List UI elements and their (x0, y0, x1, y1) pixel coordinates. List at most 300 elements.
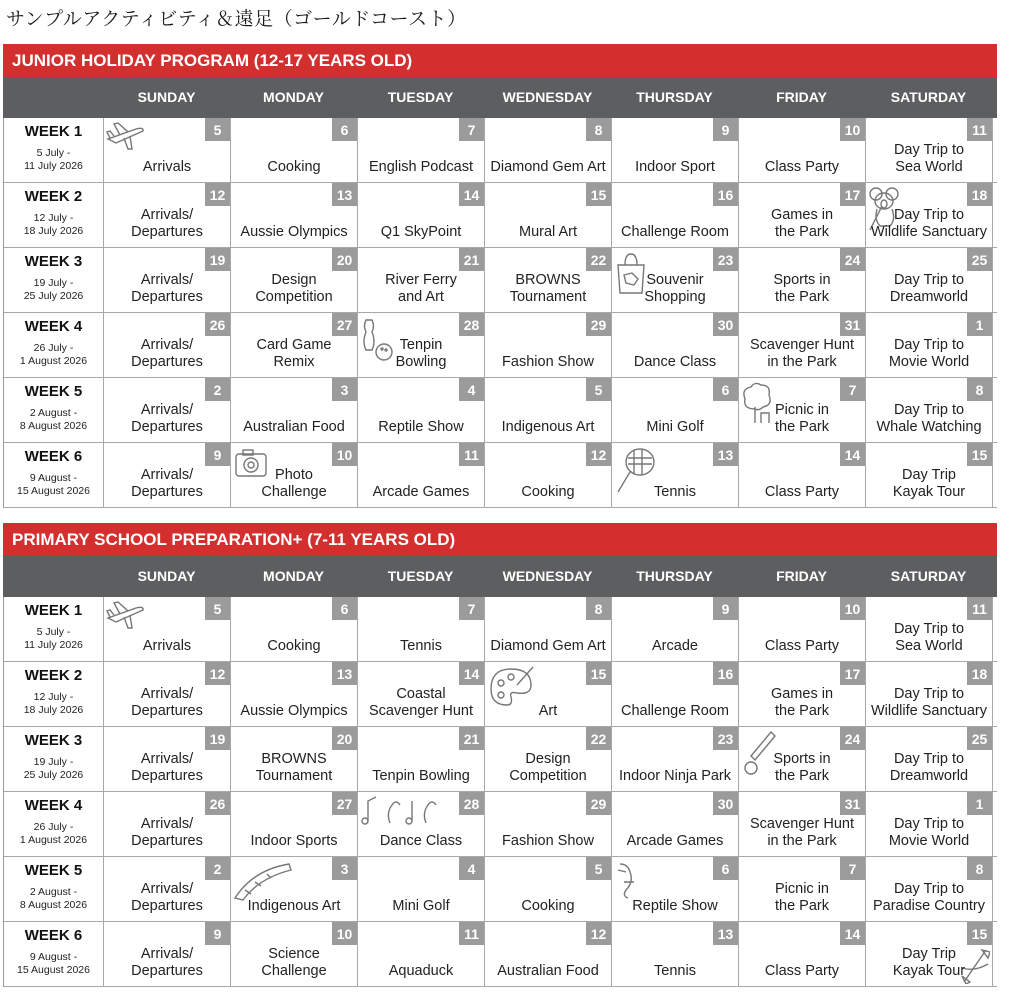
activity-label: Arcade Games (372, 484, 470, 500)
activity-label: Games in the Park (770, 207, 834, 240)
day-cell (358, 792, 485, 856)
day-cell (231, 792, 358, 856)
day-cell (358, 662, 485, 726)
date-number-badge: 9 (205, 922, 230, 945)
date-number-badge: 13 (332, 662, 357, 685)
activity-label: Indigenous Art (247, 898, 341, 914)
activity-label: Card Game Remix (256, 337, 332, 370)
day-cell (485, 597, 612, 661)
week-dates: 19 July - 25 July 2026 (23, 756, 84, 781)
date-number-badge: 2 (205, 857, 230, 880)
activity-label: Tenpin Bowling (372, 768, 470, 784)
day-cell (358, 443, 485, 507)
week-row (4, 248, 997, 313)
day-cell (231, 922, 358, 986)
activity-label: Sports in the Park (773, 751, 831, 784)
day-cell (612, 662, 739, 726)
date-number-badge: 18 (967, 662, 992, 685)
activity-label: Tennis (400, 638, 442, 654)
date-number-badge: 24 (840, 248, 865, 271)
day-cell (866, 248, 993, 312)
week-dates: 19 July - 25 July 2026 (23, 277, 84, 302)
activity-label: Arrivals/ Departures (131, 751, 203, 784)
activity-label: Cooking (521, 484, 575, 500)
week-row (4, 378, 997, 443)
date-number-badge: 17 (840, 662, 865, 685)
activity-label: Mini Golf (392, 898, 450, 914)
week-name: WEEK 4 (24, 797, 83, 814)
activity-label: Games in the Park (770, 686, 834, 719)
day-cell (104, 378, 231, 442)
date-number-badge: 22 (586, 727, 611, 750)
date-number-badge: 21 (459, 727, 484, 750)
day-cell (104, 313, 231, 377)
day-cell (485, 727, 612, 791)
week-dates: 12 July - 18 July 2026 (23, 691, 84, 716)
activity-label: Souvenir Shopping (644, 272, 706, 305)
date-number-badge: 30 (713, 313, 738, 336)
activity-label: Day Trip to Dreamworld (889, 751, 969, 784)
week-label-cell (4, 792, 104, 856)
week-label-cell (4, 378, 104, 442)
weekday-header: SUNDAY (137, 568, 196, 584)
day-cell (739, 183, 866, 247)
day-cell (104, 922, 231, 986)
activity-label: Arrivals/ Departures (131, 207, 203, 240)
date-number-badge: 25 (967, 727, 992, 750)
week-label-cell (4, 727, 104, 791)
day-cell (231, 662, 358, 726)
activity-label: Arrivals (142, 638, 192, 654)
day-cell (358, 727, 485, 791)
week-name: WEEK 1 (24, 123, 83, 140)
activity-label: Arcade Games (626, 833, 724, 849)
date-number-badge: 11 (459, 443, 484, 466)
week-dates: 26 July - 1 August 2026 (19, 821, 88, 846)
date-number-badge: 20 (332, 248, 357, 271)
day-cell (104, 662, 231, 726)
date-number-badge: 31 (840, 792, 865, 815)
week-dates: 2 August - 8 August 2026 (19, 407, 88, 432)
date-number-badge: 10 (332, 443, 357, 466)
activity-label: Arrivals/ Departures (131, 946, 203, 979)
activity-label: Class Party (764, 484, 840, 500)
day-cell (485, 248, 612, 312)
activity-label: Design Competition (509, 751, 587, 784)
day-cell (866, 378, 993, 442)
activity-label: Day Trip to Dreamworld (889, 272, 969, 305)
date-number-badge: 4 (459, 378, 484, 401)
activity-label: Day Trip to Movie World (888, 337, 970, 370)
week-row (4, 443, 997, 508)
lizard-icon (614, 860, 644, 900)
activity-label: Q1 SkyPoint (380, 224, 462, 240)
week-row (4, 857, 997, 922)
day-cell (612, 792, 739, 856)
week-dates: 9 August - 15 August 2026 (17, 951, 90, 976)
activity-label: Fashion Show (502, 354, 594, 370)
week-name: WEEK 6 (24, 927, 83, 944)
schedule-grid (3, 597, 997, 987)
activity-label: Cooking (267, 638, 321, 654)
activity-label: Science Challenge (261, 946, 327, 979)
day-cell (485, 662, 612, 726)
date-number-badge: 8 (586, 118, 611, 141)
day-cell (612, 443, 739, 507)
week-name: WEEK 4 (24, 318, 83, 335)
week-label-cell (4, 313, 104, 377)
weekday-header: SATURDAY (890, 89, 967, 105)
day-cell (866, 857, 993, 921)
day-cell (104, 443, 231, 507)
date-number-badge: 10 (332, 922, 357, 945)
activity-label: Day Trip to Whale Watching (876, 402, 982, 435)
weekday-header: MONDAY (263, 568, 324, 584)
weekday-header: SUNDAY (137, 89, 196, 105)
week-label-cell (4, 248, 104, 312)
date-number-badge: 14 (459, 662, 484, 685)
week-dates: 5 July - 11 July 2026 (24, 626, 83, 651)
date-number-badge: 25 (967, 248, 992, 271)
day-cell (612, 378, 739, 442)
date-number-badge: 6 (332, 118, 357, 141)
date-number-badge: 14 (840, 443, 865, 466)
activity-label: Australian Food (243, 419, 345, 435)
day-cell (104, 248, 231, 312)
date-number-badge: 17 (840, 183, 865, 206)
week-name: WEEK 3 (24, 732, 83, 749)
activity-label: Aussie Olympics (240, 224, 348, 240)
activity-label: Day Trip to Wildlife Sanctuary (870, 686, 988, 719)
date-number-badge: 6 (332, 597, 357, 620)
activity-label: Arrivals/ Departures (131, 467, 203, 500)
primary-program-table (3, 523, 997, 987)
day-cell (358, 597, 485, 661)
day-cell (739, 443, 866, 507)
boomerang-icon (233, 860, 293, 902)
day-cell (104, 183, 231, 247)
date-number-badge: 18 (967, 183, 992, 206)
date-number-badge: 12 (586, 922, 611, 945)
date-number-badge: 26 (205, 792, 230, 815)
week-label-cell (4, 922, 104, 986)
day-cell (612, 118, 739, 182)
activity-label: Arrivals (142, 159, 192, 175)
date-number-badge: 31 (840, 313, 865, 336)
activity-label: Arrivals/ Departures (131, 816, 203, 849)
activity-label: Picnic in the Park (775, 881, 829, 914)
activity-label: Aquaduck (388, 963, 454, 979)
date-number-badge: 6 (713, 378, 738, 401)
date-number-badge: 4 (459, 857, 484, 880)
weekday-header: FRIDAY (776, 89, 827, 105)
activity-label: Indoor Sport (635, 159, 715, 175)
activity-label: BROWNS Tournament (255, 751, 333, 784)
date-number-badge: 16 (713, 183, 738, 206)
airplane-icon (106, 121, 146, 153)
program-heading: JUNIOR HOLIDAY PROGRAM (12-17 YEARS OLD) (3, 44, 997, 77)
date-number-badge: 23 (713, 727, 738, 750)
junior-program-table (3, 44, 997, 508)
activity-label: Design Competition (255, 272, 333, 305)
date-number-badge: 10 (840, 597, 865, 620)
week-name: WEEK 2 (24, 667, 83, 684)
date-number-badge: 15 (586, 183, 611, 206)
activity-label: Day Trip to Sea World (893, 142, 965, 175)
activity-label: Scavenger Hunt in the Park (750, 816, 854, 849)
date-number-badge: 12 (205, 662, 230, 685)
day-cell (104, 792, 231, 856)
day-cell (739, 313, 866, 377)
date-number-badge: 13 (713, 443, 738, 466)
airplane-icon (106, 600, 146, 632)
date-number-badge: 5 (586, 857, 611, 880)
weekday-header: WEDNESDAY (502, 89, 593, 105)
day-cell (485, 313, 612, 377)
date-number-badge: 29 (586, 313, 611, 336)
week-dates: 9 August - 15 August 2026 (17, 472, 90, 497)
date-number-badge: 7 (840, 857, 865, 880)
activity-label: Mini Golf (646, 419, 704, 435)
date-number-badge: 19 (205, 727, 230, 750)
week-row (4, 118, 997, 183)
date-number-badge: 5 (586, 378, 611, 401)
activity-label: Mural Art (518, 224, 577, 240)
activity-label: Picnic in the Park (775, 402, 829, 435)
corner-cell (3, 556, 103, 597)
activity-label: Arrivals/ Departures (131, 402, 203, 435)
date-number-badge: 9 (713, 118, 738, 141)
activity-label: Challenge Room (620, 224, 729, 240)
week-label-cell (4, 857, 104, 921)
weekday-header: THURSDAY (636, 89, 713, 105)
date-number-badge: 14 (459, 183, 484, 206)
day-cell (485, 378, 612, 442)
activity-label: Fashion Show (502, 833, 594, 849)
date-number-badge: 16 (713, 662, 738, 685)
program-heading: PRIMARY SCHOOL PREPARATION+ (7-11 YEARS OLD) (3, 523, 997, 556)
date-number-badge: 11 (967, 118, 992, 141)
schedule-grid (3, 118, 997, 508)
activity-label: Tennis (654, 963, 696, 979)
day-cell (866, 922, 993, 986)
day-cell (104, 857, 231, 921)
day-cell (612, 727, 739, 791)
page-title: サンプルアクティビティ＆遠足（ゴールドコースト） (6, 8, 467, 30)
activity-label: Diamond Gem Art (490, 159, 606, 175)
date-number-badge: 9 (713, 597, 738, 620)
day-cell (104, 727, 231, 791)
date-number-badge: 13 (332, 183, 357, 206)
date-number-badge: 19 (205, 248, 230, 271)
week-row (4, 597, 997, 662)
day-cell (231, 313, 358, 377)
day-cell (739, 792, 866, 856)
day-cell (104, 118, 231, 182)
week-dates: 26 July - 1 August 2026 (19, 342, 88, 367)
activity-label: Australian Food (497, 963, 599, 979)
weekday-header: FRIDAY (776, 568, 827, 584)
day-cell (358, 857, 485, 921)
activity-label: Indoor Ninja Park (618, 768, 732, 784)
date-number-badge: 7 (840, 378, 865, 401)
activity-label: Dance Class (633, 354, 717, 370)
date-number-badge: 1 (967, 792, 992, 815)
date-number-badge: 28 (459, 313, 484, 336)
activity-label: Arrivals/ Departures (131, 881, 203, 914)
day-cell (358, 378, 485, 442)
activity-label: Reptile Show (632, 898, 718, 914)
day-cell (866, 662, 993, 726)
date-number-badge: 9 (205, 443, 230, 466)
day-cell (485, 792, 612, 856)
activity-label: Day Trip to Sea World (893, 621, 965, 654)
week-row (4, 727, 997, 792)
day-cell (866, 183, 993, 247)
day-cell (104, 597, 231, 661)
date-number-badge: 10 (840, 118, 865, 141)
day-cell (231, 378, 358, 442)
week-dates: 5 July - 11 July 2026 (24, 147, 83, 172)
weekday-header: TUESDAY (387, 568, 454, 584)
weekday-header-row (3, 556, 997, 597)
activity-label: Arrivals/ Departures (131, 686, 203, 719)
date-number-badge: 11 (967, 597, 992, 620)
week-row (4, 662, 997, 727)
activity-label: Aussie Olympics (240, 703, 348, 719)
weekday-header: WEDNESDAY (502, 568, 593, 584)
date-number-badge: 5 (205, 118, 230, 141)
activity-label: Day Trip to Paradise Country (872, 881, 986, 914)
date-number-badge: 21 (459, 248, 484, 271)
activity-label: English Podcast (369, 159, 473, 175)
week-name: WEEK 5 (24, 862, 83, 879)
music-notes-icon (360, 795, 440, 825)
day-cell (358, 118, 485, 182)
activity-label: Arrivals/ Departures (131, 337, 203, 370)
date-number-badge: 8 (967, 378, 992, 401)
week-row (4, 183, 997, 248)
day-cell (231, 248, 358, 312)
activity-label: Art (538, 703, 558, 719)
activity-label: BROWNS Tournament (509, 272, 587, 305)
activity-label: Cooking (267, 159, 321, 175)
weekday-header: THURSDAY (636, 568, 713, 584)
date-number-badge: 5 (205, 597, 230, 620)
day-cell (485, 443, 612, 507)
day-cell (739, 378, 866, 442)
date-number-badge: 20 (332, 727, 357, 750)
weekday-header-row (3, 77, 997, 118)
week-label-cell (4, 662, 104, 726)
day-cell (231, 727, 358, 791)
date-number-badge: 15 (967, 922, 992, 945)
activity-label: Tenpin Bowling (395, 337, 447, 370)
date-number-badge: 15 (586, 662, 611, 685)
activity-label: Dance Class (379, 833, 463, 849)
activity-label: Arcade (652, 638, 698, 654)
date-number-badge: 12 (586, 443, 611, 466)
date-number-badge: 2 (205, 378, 230, 401)
week-name: WEEK 6 (24, 448, 83, 465)
day-cell (485, 857, 612, 921)
activity-label: Scavenger Hunt in the Park (750, 337, 854, 370)
activity-label: Cooking (521, 898, 575, 914)
date-number-badge: 30 (713, 792, 738, 815)
date-number-badge: 8 (586, 597, 611, 620)
day-cell (485, 922, 612, 986)
day-cell (231, 183, 358, 247)
day-cell (739, 857, 866, 921)
date-number-badge: 14 (840, 922, 865, 945)
activity-label: Challenge Room (620, 703, 729, 719)
week-label-cell (4, 597, 104, 661)
day-cell (866, 792, 993, 856)
corner-cell (3, 77, 103, 118)
date-number-badge: 1 (967, 313, 992, 336)
week-label-cell (4, 118, 104, 182)
date-number-badge: 28 (459, 792, 484, 815)
week-name: WEEK 1 (24, 602, 83, 619)
date-number-badge: 13 (713, 922, 738, 945)
day-cell (739, 248, 866, 312)
activity-label: Class Party (764, 159, 840, 175)
day-cell (612, 313, 739, 377)
activity-label: Indoor Sports (250, 833, 338, 849)
date-number-badge: 24 (840, 727, 865, 750)
date-number-badge: 12 (205, 183, 230, 206)
activity-label: Coastal Scavenger Hunt (369, 686, 473, 719)
week-row (4, 313, 997, 378)
day-cell (866, 727, 993, 791)
week-label-cell (4, 183, 104, 247)
activity-label: Class Party (764, 963, 840, 979)
week-name: WEEK 3 (24, 253, 83, 270)
activity-label: Photo Challenge (261, 467, 327, 500)
day-cell (358, 313, 485, 377)
activity-label: Class Party (764, 638, 840, 654)
date-number-badge: 26 (205, 313, 230, 336)
date-number-badge: 15 (967, 443, 992, 466)
day-cell (358, 183, 485, 247)
day-cell (612, 597, 739, 661)
activity-label: Indigenous Art (501, 419, 595, 435)
day-cell (739, 118, 866, 182)
activity-label: Day Trip to Wildlife Sanctuary (870, 207, 988, 240)
week-row (4, 922, 997, 987)
day-cell (358, 248, 485, 312)
weekday-header: SATURDAY (890, 568, 967, 584)
day-cell (866, 443, 993, 507)
week-name: WEEK 5 (24, 383, 83, 400)
day-cell (612, 248, 739, 312)
day-cell (866, 118, 993, 182)
day-cell (231, 118, 358, 182)
activity-label: Reptile Show (378, 419, 464, 435)
date-number-badge: 7 (459, 118, 484, 141)
day-cell (866, 597, 993, 661)
date-number-badge: 23 (713, 248, 738, 271)
weekday-header: TUESDAY (387, 89, 454, 105)
day-cell (739, 727, 866, 791)
activity-label: Sports in the Park (773, 272, 831, 305)
day-cell (485, 183, 612, 247)
activity-label: Tennis (654, 484, 696, 500)
week-label-cell (4, 443, 104, 507)
day-cell (739, 597, 866, 661)
date-number-badge: 22 (586, 248, 611, 271)
week-dates: 12 July - 18 July 2026 (23, 212, 84, 237)
